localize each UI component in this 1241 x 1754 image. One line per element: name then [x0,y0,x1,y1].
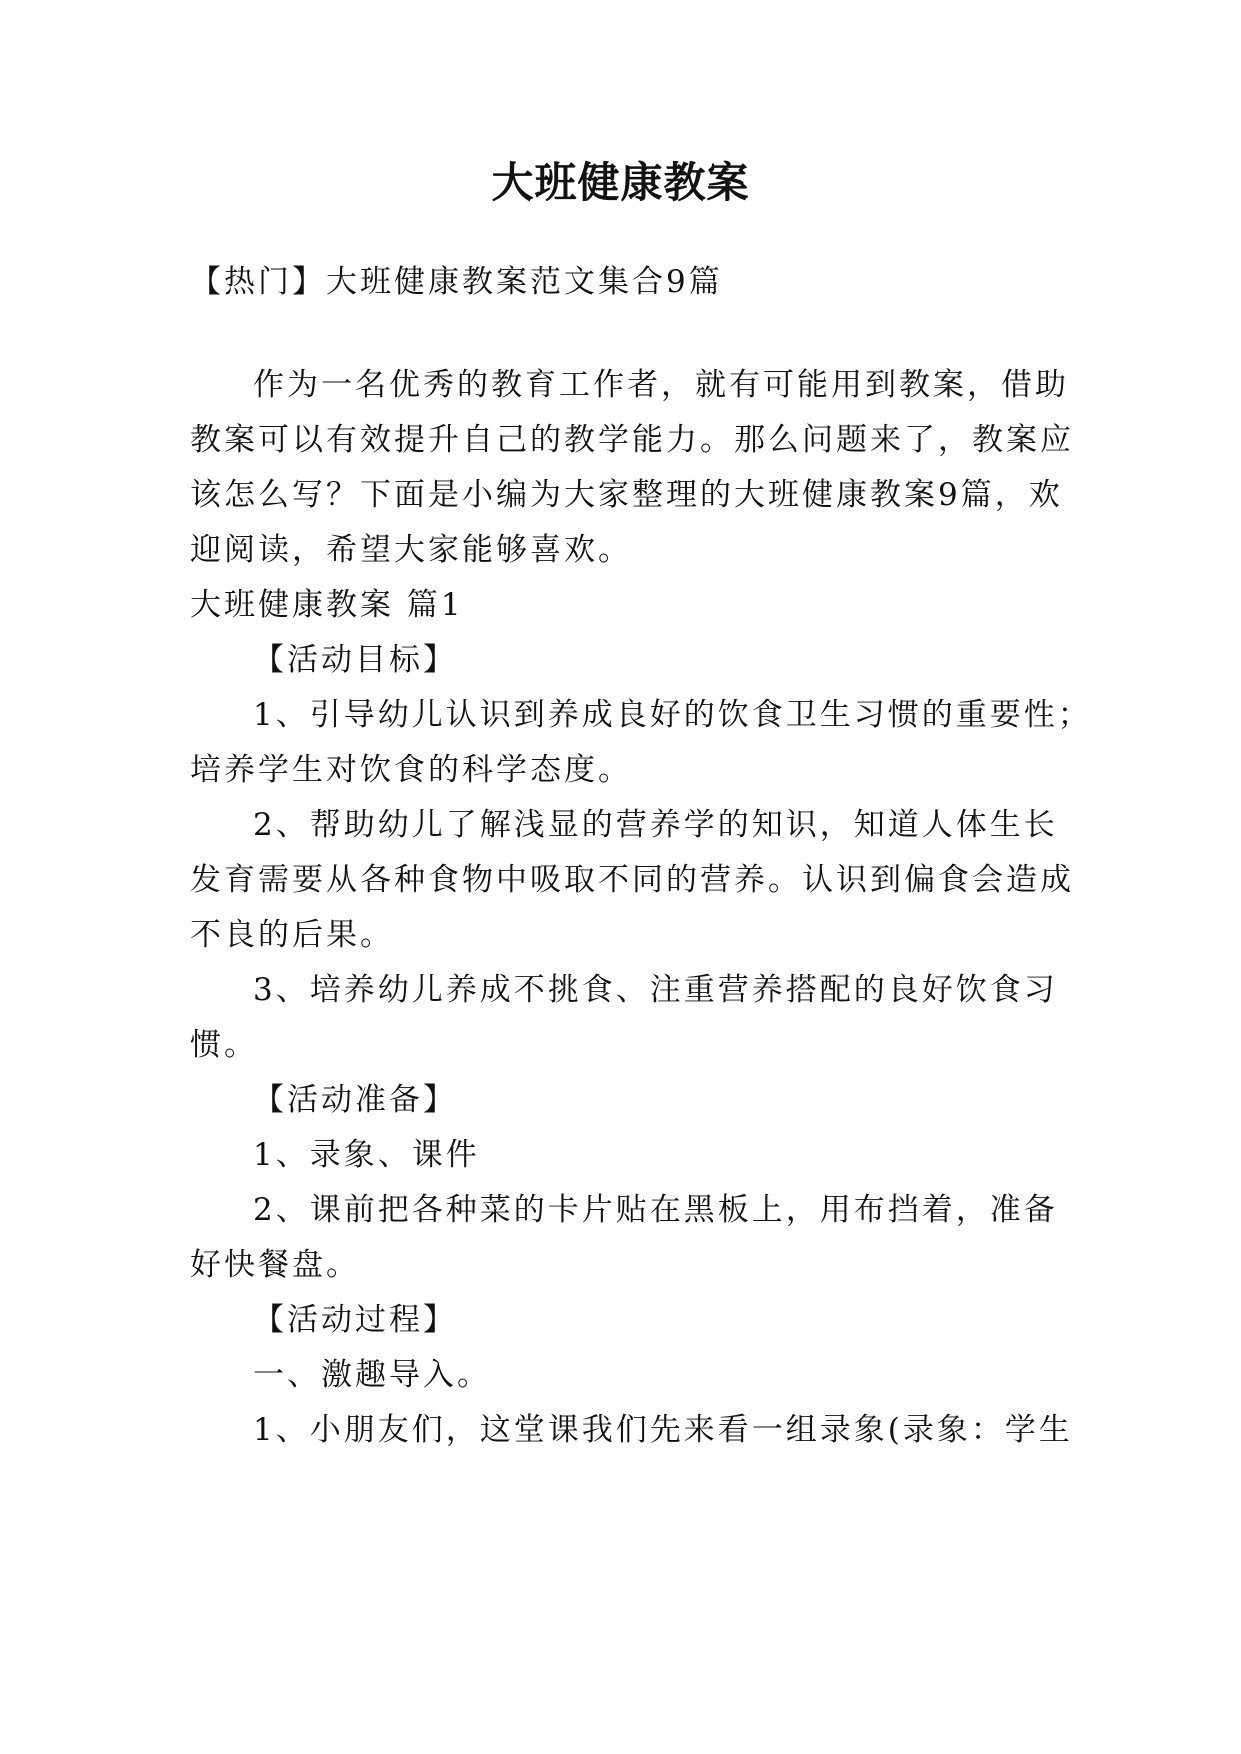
paragraph-line: 1、引导幼儿认识到养成良好的饮食卫生习惯的重要性； [253,697,1092,733]
paragraph-line: 培养学生对饮食的科学态度。 [190,752,632,788]
paragraph-line: 发育需要从各种食物中吸取不同的营养。认识到偏食会造成 [190,862,1074,898]
paragraph-line: 作为一名优秀的教育工作者，就有可能用到教案，借助 [253,367,1069,403]
paragraph-line: 好快餐盘。 [190,1247,360,1283]
document-title: 大班健康教案 [491,158,750,207]
paragraph-line: 惯。 [190,1027,258,1063]
paragraph-line: 1、小朋友们，这堂课我们先来看一组录象(录象：学生 [253,1412,1073,1448]
paragraph-line: 该怎么写？下面是小编为大家整理的大班健康教案9篇，欢 [190,477,1063,513]
paragraph-line: 1、录象、课件 [253,1137,480,1173]
paragraph-line: 一、激趣导入。 [253,1357,491,1393]
paragraph-line: 2、帮助幼儿了解浅显的营养学的知识，知道人体生长 [253,807,1058,843]
subsection-heading: 【活动准备】 [253,1082,457,1118]
document-subtitle: 【热门】大班健康教案范文集合9篇 [190,264,723,300]
paragraph-line: 迎阅读，希望大家能够喜欢。 [190,532,632,568]
paragraph-line: 2、课前把各种菜的卡片贴在黑板上，用布挡着，准备 [253,1192,1058,1228]
paragraph-line: 不良的后果。 [190,917,394,953]
paragraph-line: 教案可以有效提升自己的教学能力。那么问题来了，教案应 [190,422,1074,458]
paragraph-line: 3、培养幼儿养成不挑食、注重营养搭配的良好饮食习 [253,972,1058,1008]
subsection-heading: 【活动目标】 [253,642,457,678]
subsection-heading: 【活动过程】 [253,1302,457,1338]
section-heading: 大班健康教案 篇1 [190,587,464,623]
